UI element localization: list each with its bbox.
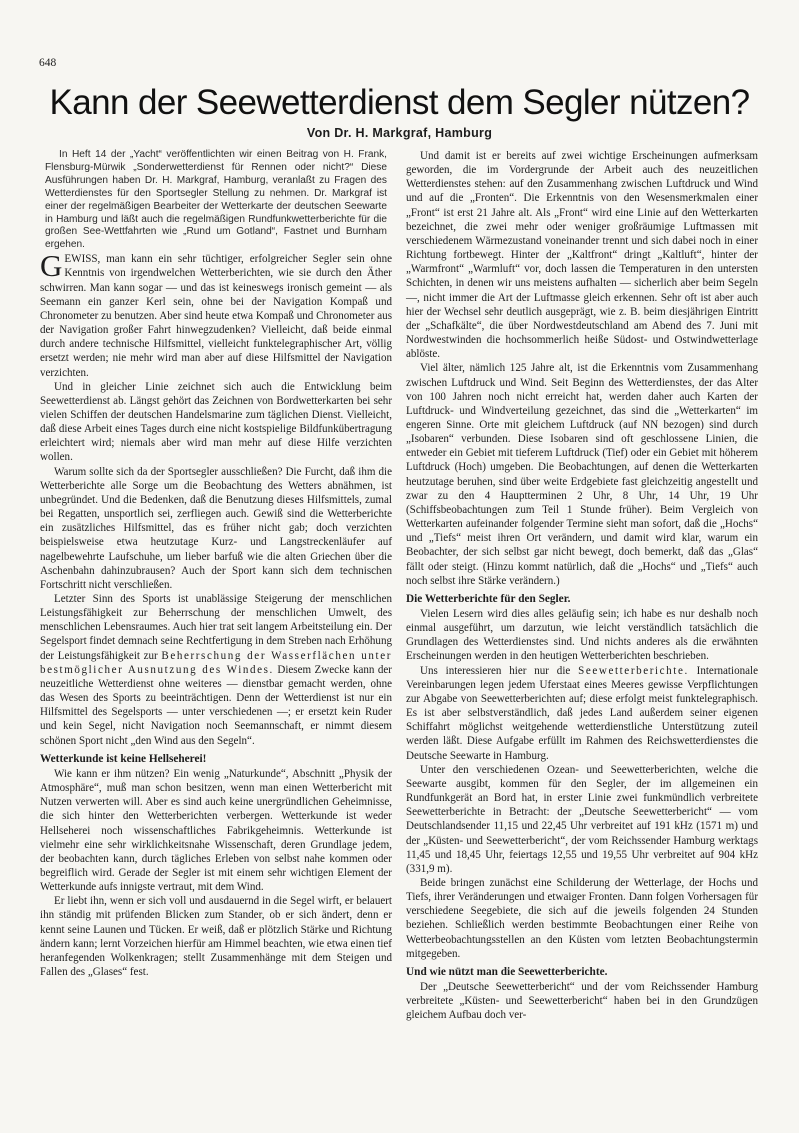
paragraph: Und damit ist er bereits auf zwei wichtige Erscheinungen aufmerksam geworden, die im Vordergrunde der Arbeit auch des neuzeitlichen Wetterdienstes stehen: auf den Zusammenhang zwischen Luftdruck und Wind und auf die „Fronten“. Die Erkenntnis von den Wesensmerkmalen einer „Front“ ist erst 21 Jahre alt. Als „Front“ wird eine Linie auf den Wetterkarten bezeichnet, die zwei mehr oder weniger großräumige Luftmassen mit verschiedenem Wärmezustand voneinander trennt und sich dabei noch in einer Richtung fortbewegt. Hinter der „Kaltfront“ dringt „Kaltluft“, hinter der „Warmfront“ „Warmluft“ vor, doch lassen die Temperaturen in den untersten Schichten, in denen wir uns meistens aufhalten — sicherlich aber beim Segeln —, nicht immer die Art der Luftmasse gleich erkennen. Sehr oft ist aber auch hier der Wechsel sehr deutlich ausgeprägt, wie z. B. beim diesjährigen Eintritt der „Schafkälte“, die über Nordwestdeutschland am Abend des 7. Juni mit Nordwestwinden die hochsommerlich heiße Südost- und Ostwindwetterlage ablöste. bbox=[406, 150, 758, 361]
paragraph: GEWISS, man kann ein sehr tüchtiger, erfolgreicher Segler sein ohne Kenntnis von irgendwelchen Wetterberichten, wie sie durch den Äther schwirren. Man kann sogar — und das ist keineswegs ironisch gemeint — als Seemann ein ganzer Kerl sein, ohne bei der Navigation Kompaß und Chronometer zu benutzen. Aber sind heute etwa Kompaß und Chronometer aus der Navigation großer Fahrt hinwegzudenken? Vielleicht, daß beide einmal durch andere technische Hilfsmittel, vielleicht funktelegraphischer Art, völlig ersetzt werden; nie mehr wird man aber auf diese Hilfsmittel der Navigation verzichten. bbox=[40, 248, 392, 379]
emphasized-text: Beherrschung der Wasserflächen unter bestmöglicher Ausnutzung des Windes. bbox=[40, 649, 393, 676]
section-heading: Wetterkunde ist keine Hellseherei! bbox=[40, 752, 207, 765]
paragraph: Unter den verschiedenen Ozean- und Seewetterberichten, welche die Seewarte ausgibt, kommen für den Segler, der im allgemeinen ein Rundfunkgerät an Bord hat, in erster Linie zwei funkmündlich verbreitete Seewetterberichte in Betracht: der „Deutsche Seewetterbericht“ — vom Deutschlandsender 11,15 und 22,45 Uhr verbreitet auf 191 kHz (1571 m) und der „Küsten- und Seewetterbericht“, der vom Reichssender Hamburg werktags 11,45 und 18,45 Uhr, feiertags 12,55 und 19,55 Uhr verbreitet auf 904 kHz (331,9 m). bbox=[406, 763, 758, 875]
emphasized-text: Seewetterberichte. bbox=[578, 664, 689, 677]
paragraph: Beide bringen zunächst eine Schilderung der Wetterlage, der Hochs und Tiefs, ihrer Veränderungen und etwaiger Fronten. Dann folgen Vorhersagen für verschiedene Seegebiete, die sich auf die jeweils folgenden 24 Stunden beziehen. Schließlich werden bestimmte Beobachtungen einer Reihe von Wetterbeobachtungsstellen an den Küsten vom letzten Beobachtungstermin mitgegeben. bbox=[406, 876, 758, 960]
paragraph: Viel älter, nämlich 125 Jahre alt, ist die Erkenntnis vom Zusammenhang zwischen Luftdruck und Wind. Seit Beginn des Wetterdienstes, der das Alter von 100 Jahren noch nicht erreicht hat, werden daher auch Karten der Luftdruck- und Windverteilung gezeichnet, das sind die „Wetterkarten“ im engeren Sinne. Orte mit gleichem Luftdruck (auf NN bezogen) sind durch „Isobaren“ verbunden. Diese Isobaren sind oft geschlossene Linien, die entweder ein Gebiet mit tieferem Luftdruck (Tief) oder ein Gebiet mit höherem Luftdruck (Hoch) umgeben. Die Beobachtungen, auf denen die Wetterkarten heutzutage beruhen, sind über weite Erdgebiete fast gleichzeitig angestellt und zwar zu den 4 Hauptterminen 2 Uhr, 8 Uhr, 14 Uhr, 19 Uhr (Schiffsbeobachtungen zum Teil 1 Stunde früher). Beim Vergleich von Wetterkarten aufeinander folgender Termine sieht man sofort, daß die „Hochs“ und „Tiefs“ meist ihren Ort verändern, und damit wird klar, warum ein Beobachter, der sich selbst gar nicht bewegt, doch bemerkt, daß das „Glas“ fällt oder steigt. (Hinzu kommt natürlich, daß die „Hochs“ und „Tiefs“ auch noch selbst ihre Stärke verändern.) bbox=[406, 362, 758, 587]
paragraph: Vielen Lesern wird dies alles geläufig sein; ich habe es nur deshalb noch einmal ausgeführt, um darzutun, wie leicht verständlich tatsächlich die Grundlagen des Wetterdienstes sind. Und nichts anderes als die erwähnten Erscheinungen werden in den heutigen Wetterberichten beschrieben. bbox=[406, 608, 758, 663]
paragraph: Wie kann er ihm nützen? Ein wenig „Naturkunde“, Abschnitt „Physik der Atmosphäre“, muß man schon besitzen, wenn man einen Wetterbericht mit Nutzen verwerten will. Aber es sind auch keine unergründlichen Geheimnisse, die sich hinter den Wetterberichten verbergen. Wetterkunde ist weder Hellseherei noch wissenschaftliches Fabrikgeheimnis. Wetterkunde ist vielmehr eine sehr wirklichkeitsnahe Wissenschaft, deren Grundlage jedem, der beobachten kann, durch tägliches Erleben von selbst nahe kommen oder begreiflich wird. Gerade der Segler ist mit einem sehr wichtigen Element der Wetterkunde aufs innigste vertraut, mit dem Wind. bbox=[40, 767, 392, 894]
left-column bbox=[40, 149, 392, 979]
section-heading: Die Wetterberichte für den Segler. bbox=[406, 592, 571, 605]
paragraph: Letzter Sinn des Sports ist unablässige Steigerung der menschlichen Leistungsfähigkeit zur Beherrschung der menschlichen Umwelt, des menschlichen Lebensraumes. Auch hier trat seit langem Arbeitsteilung ein. Der Segelsport findet demnach seine Rechtfertigung in dem Streben nach Erhöhung der Leistungsfähigkeit zur Beherrschung der Wasserflächen unter bestmöglicher Ausnutzung des Windes. Diesem Zwecke kann der neuzeitliche Wetterdienst ohne weiteres — dienstbar gemacht werden, ohne das Wesen des Sports zu beeinträchtigen. Denn der Wetterdienst ist nur ein Hilfsmittel des Segelsports — unter verschiedenen —; er ersetzt kein Ruder und kein Segel, nicht Navigation noch Seemannschaft, er nimmt diesem schönen Sport nicht „den Wind aus den Segeln“. bbox=[40, 593, 393, 747]
page-number: 648 bbox=[39, 57, 57, 69]
section-heading: Und wie nützt man die Seewetterberichte. bbox=[406, 965, 608, 978]
paragraph: Er liebt ihn, wenn er sich voll und ausdauernd in die Segel wirft, er belauert ihn ständig mit prüfenden Blicken zum Stander, ob er sich ändert, denn er kennt seine Launen und Tücken. Er weiß, daß er plötzlich Stärke und Richtung ändern kann; lernt Vorzeichen hierfür am Himmel beachten, wie etwa einen tief heranfegenden Wolkenkragen; stellt Zusammenhänge mit dem Steigen und Fallen des „Glases“ fest. bbox=[40, 895, 392, 979]
right-column bbox=[406, 149, 758, 1023]
article-byline: Von Dr. H. Markgraf, Hamburg bbox=[306, 126, 493, 140]
editorial-intro: In Heft 14 der „Yacht“ veröffentlichten wir einen Beitrag von H. Frank, Flensburg-Mürwik „Sonderwetterdienst für Rennen oder nicht?“ Diese Ausführungen haben Dr. H. Markgraf, Hamburg, veranlaßt zu Fragen des Wetterdienstes für den Sportsegler Stellung zu nehmen. Dr. Markgraf ist einer der regelmäßigen Bearbeiter der Wetterkarte der deutschen Seewarte in Hamburg und läßt auch die regelmäßigen Rundfunkwetterberichte für die großen See-Wettfahrten wie „Rund um Gotland“, Fastnet und Burnham ergehen. bbox=[45, 149, 387, 251]
paragraph: Und in gleicher Linie zeichnet sich auch die Entwicklung beim Seewetterdienst ab. Längst gehört das Zeichnen von Bordwetterkarten bei sehr vielen Schiffen der deutschen Handelsmarine zum täglichen Dienst. Vielleicht, daß diese Arbeit eines Tages durch eine nicht kostspielige Bildfunkübertragung erleichtert wird; niemals aber wird man mehr auf diese Hilfe verzichten wollen. bbox=[40, 380, 392, 464]
drop-cap: G bbox=[40, 248, 63, 284]
paragraph: Der „Deutsche Seewetterbericht“ und der vom Reichssender Hamburg verbreitete „Küsten- und Seewetterbericht“ haben bei in den Grundzügen gleichem Aufbau doch ver- bbox=[406, 981, 758, 1022]
paragraph: Warum sollte sich da der Sportsegler ausschließen? Die Furcht, daß ihm die Wetterberichte alle Sorge um die Beobachtung des Wetters abnähmen, ist unbegründet. Und die Bedenken, daß die Benutzung dieses Hilfsmittels, zumal bei Regatten, unsportlich sei, zerfliegen auch. Gewiß sind die Wetterberichte ein zusätzliches Hilfsmittel, das es früher nicht gab; doch verzichten beispielsweise etwa heutzutage Kurz- und Langstreckenläufer auf nagelbewehrte Laufschuhe, um lieber barfuß wie die alten Griechen über die Aschenbahn dahinzubrausen? Auch der Sport kann sich dem technischen Fortschritt nicht verschließen. bbox=[40, 465, 392, 591]
paragraph: Uns interessieren hier nur die Seewetterberichte. Internationale Vereinbarungen legen jedem Uferstaat eines Meeres gewisse Verpflichtungen zur Abgabe von Seewetterberichten auf; diese erfolgt meist funktelegraphisch. Es ist aber selbstverständlich, daß jedes Land außerdem seiner eigenen Schiffahrt möglichst weitgehende wetterdienstliche Unterstützung zuteil werden läßt. Diese Aufgabe erfüllt im Rahmen des Reichswetterdienstes die Deutsche Seewarte in Hamburg. bbox=[406, 664, 758, 762]
article-title: Kann der Seewetterdienst dem Segler nützen? bbox=[49, 83, 750, 122]
